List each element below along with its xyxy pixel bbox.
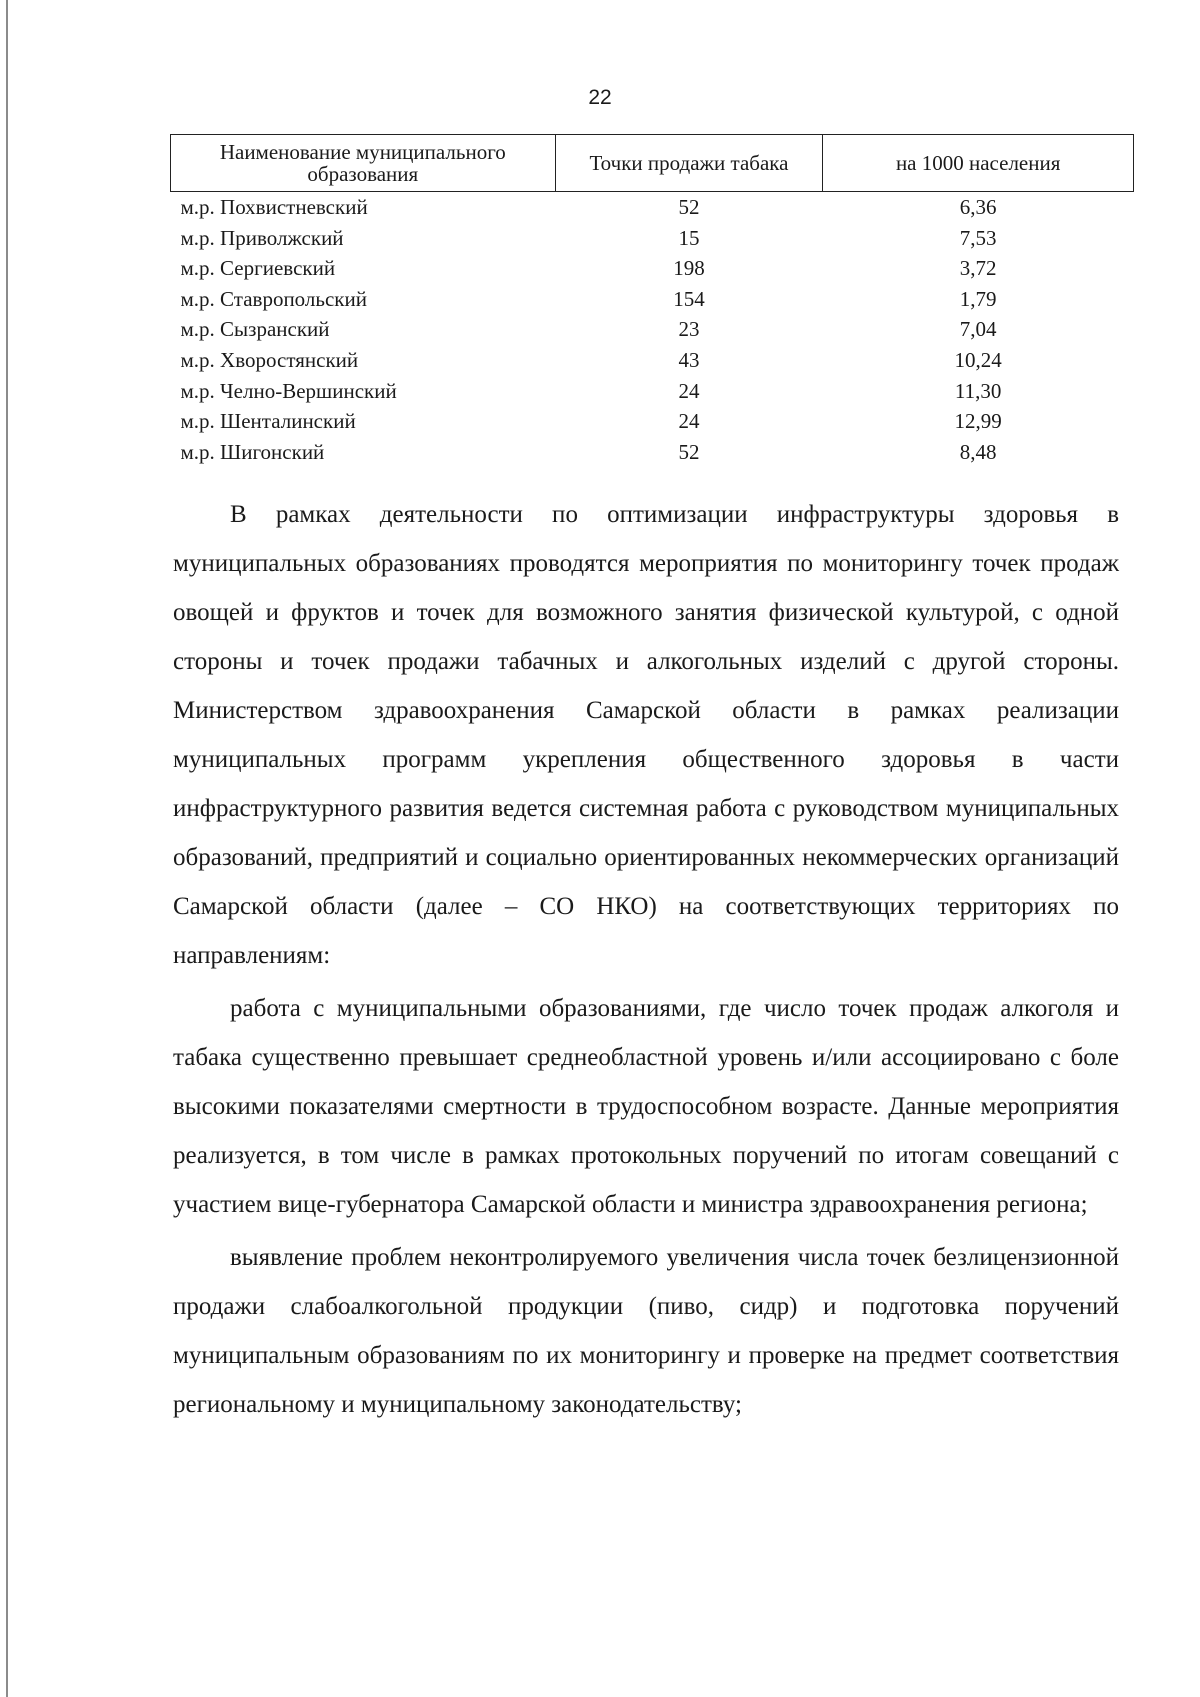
per-1000-value: 11,30 [954,378,1002,403]
table-row [171,376,1134,407]
per-1000-value: 12,99 [954,409,1002,434]
tobacco-points-count: 15 [678,225,700,250]
per-1000-value: 1,79 [959,286,997,311]
municipality-name: м.р. Хворостянский [180,347,359,372]
tobacco-points-count: 43 [678,347,700,372]
municipality-name: м.р. Ставропольский [180,286,367,311]
header-per-1000: на 1000 населения [823,135,1134,192]
table-row [171,437,1134,468]
municipality-name: м.р. Сызранский [180,317,330,342]
tobacco-points-count: 52 [678,195,700,219]
table-row [171,406,1134,437]
paragraph-unlicensed-sales: выявление проблем неконтролируемого увеличения числа точек безлицензионной продажи слабоалкогольной продукции (пиво, сидр) и подготовка поручений муниципальным образованиям по их мониторингу и проверке на предмет соответствия региональному и муниципальному законодательству; [173,1244,1119,1418]
paragraph-municipal-work: работа с муниципальными образованиями, где число точек продаж алкоголя и табака существенно превышает среднеобластной уровень и/или ассоциировано с боле высокими показателями смертности в трудоспособном возрасте. Данные мероприятия реализуется, в том числе в рамках протокольных поручений по итогам совещаний с участием вице-губернатора Самарской области и министра здравоохранения региона; [173,995,1119,1218]
municipality-name: м.р. Приволжский [180,225,344,250]
per-1000-value: 6,36 [959,195,997,219]
scan-edge [6,0,8,1697]
municipality-name: м.р. Сергиевский [180,256,336,281]
table-row [171,284,1134,315]
tobacco-points-count: 52 [678,439,700,464]
document-body [173,490,1119,1433]
per-1000-value: 8,48 [959,439,997,464]
tobacco-points-count: 23 [678,317,700,342]
municipality-name: м.р. Похвистневский [180,195,368,219]
per-1000-value: 10,24 [954,347,1002,372]
header-municipality: Наименование муниципального образования [171,135,556,192]
table-row [171,314,1134,345]
per-1000-value: 3,72 [959,256,997,281]
table-header-row [171,135,1134,192]
table-row [171,253,1134,284]
per-1000-value: 7,53 [959,225,997,250]
tobacco-sales-table [170,134,1134,467]
municipality-name: м.р. Шенталинский [180,409,356,434]
table-row [171,345,1134,376]
tobacco-points-count: 24 [678,378,700,403]
page-number: 22 [588,86,612,109]
header-tobacco-points: Точки продажи табака [555,135,823,192]
tobacco-points-count: 24 [678,409,700,434]
table-row [171,192,1134,223]
tobacco-points-count: 198 [673,256,705,281]
municipality-name: м.р. Шигонский [180,439,325,464]
per-1000-value: 7,04 [959,317,997,342]
tobacco-points-count: 154 [673,286,705,311]
table-row [171,223,1134,254]
municipality-name: м.р. Челно-Вершинский [180,378,397,403]
paragraph-infrastructure: В рамках деятельности по оптимизации инфраструктуры здоровья в муниципальных образованиях проводятся мероприятия по мониторингу точек продаж овощей и фруктов и точек для возможного занятия физической культурой, с одной стороны и точек продажи табачных и алкогольных изделий с другой стороны. Министерством здравоохранения Самарской области в рамках реализации муниципальных программ укрепления общественного здоровья в части инфраструктурного развития ведется системная работа с руководством муниципальных образований, предприятий и социально ориентированных некоммерческих организаций Самарской области (далее – СО НКО) на соответствующих территориях по направлениям: [173,501,1119,969]
